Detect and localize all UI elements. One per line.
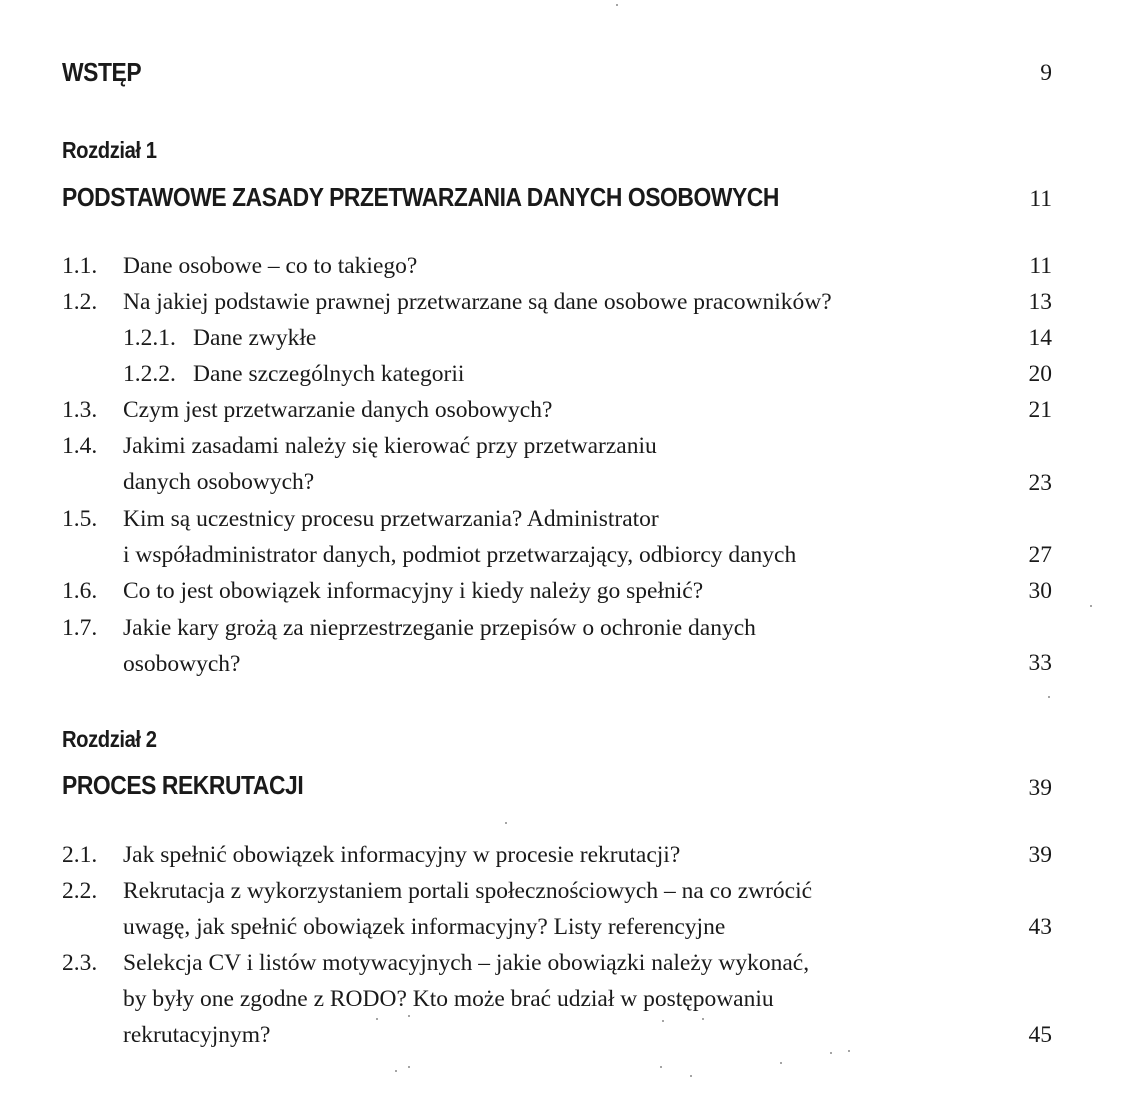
toc-entry-title: Rekrutacja z wykorzystaniem portali społecznościowych – na co zwrócić [123, 878, 813, 904]
toc-entry-page: 13 [1028, 289, 1052, 315]
intro-title: WSTĘP [62, 57, 142, 87]
toc-entry-number: 1.1. [62, 253, 98, 279]
toc-entry-number: 2.2. [62, 878, 98, 904]
toc-subentry-title: Dane zwykłe [193, 325, 317, 351]
toc-entry-number: 1.6. [62, 578, 98, 604]
toc-entry-page: 27 [1028, 542, 1052, 568]
toc-entry-title: Jakimi zasadami należy się kierować przy przetwarzaniu [123, 433, 657, 459]
scan-speck [690, 1075, 692, 1077]
toc-entry-number: 1.3. [62, 397, 98, 423]
scan-speck [830, 1052, 832, 1054]
scan-speck [1048, 696, 1050, 698]
toc-entry-page: 33 [1028, 650, 1052, 676]
toc-entry-page: 11 [1029, 253, 1052, 279]
scan-speck [408, 1015, 410, 1017]
toc-entry-page: 43 [1028, 914, 1052, 940]
toc-entry-number: 2.1. [62, 842, 98, 868]
scan-speck [376, 1018, 378, 1020]
toc-entry-title-continued: uwagę, jak spełnić obowiązek informacyjny? Listy referencyjne [123, 914, 726, 940]
scan-speck [1090, 605, 1092, 607]
toc-entry-number: 1.4. [62, 433, 98, 459]
toc-entry-title: Co to jest obowiązek informacyjny i kiedy należy go spełnić? [123, 578, 704, 604]
scan-speck [780, 1062, 782, 1064]
toc-entry-title: Na jakiej podstawie prawnej przetwarzane są dane osobowe pracowników? [123, 289, 832, 315]
toc-entry-number: 2.3. [62, 950, 98, 976]
scan-speck [395, 1070, 397, 1072]
chapter1-label: Rozdział 1 [62, 137, 157, 163]
toc-entry-number: 1.2. [62, 289, 98, 315]
chapter2-page: 39 [1028, 775, 1052, 801]
chapter2-label: Rozdział 2 [62, 726, 157, 752]
toc-entry-page: 20 [1028, 361, 1052, 387]
intro-page: 9 [1040, 60, 1052, 86]
toc-entry-title: Czym jest przetwarzanie danych osobowych? [123, 397, 553, 423]
toc-entry-title: Dane osobowe – co to takiego? [123, 253, 418, 279]
scan-speck [616, 4, 618, 6]
toc-entry-number: 1.7. [62, 615, 98, 641]
toc-entry-title-continued: osobowych? [123, 651, 241, 677]
toc-entry-title-continued: by były one zgodne z RODO? Kto może brać udział w postępowaniu [123, 986, 774, 1012]
scan-speck [408, 1066, 410, 1068]
scan-speck [662, 1020, 664, 1022]
toc-entry-page: 45 [1028, 1022, 1052, 1048]
toc-entry-title: Kim są uczestnicy procesu przetwarzania? Administrator [123, 506, 659, 532]
toc-entry-title: Jakie kary grożą za nieprzestrzeganie przepisów o ochronie danych [123, 615, 756, 641]
scan-speck [660, 1066, 662, 1068]
chapter2-title: PROCES REKRUTACJI [62, 770, 304, 800]
toc-subentry-number: 1.2.1. [123, 325, 176, 351]
chapter1-title: PODSTAWOWE ZASADY PRZETWARZANIA DANYCH OSOBOWYCH [62, 182, 779, 212]
scan-speck [505, 822, 507, 824]
toc-entry-title-continued: i współadministrator danych, podmiot przetwarzający, odbiorcy danych [123, 542, 797, 568]
toc-entry-number: 1.5. [62, 506, 98, 532]
toc-entry-title: Selekcja CV i listów motywacyjnych – jakie obowiązki należy wykonać, [123, 950, 810, 976]
scan-speck [848, 1050, 850, 1052]
toc-entry-page: 30 [1028, 578, 1052, 604]
toc-entry-page: 23 [1028, 470, 1052, 496]
chapter1-page: 11 [1029, 186, 1052, 212]
toc-subentry-number: 1.2.2. [123, 361, 176, 387]
toc-subentry-title: Dane szczególnych kategorii [193, 361, 465, 387]
toc-entry-page: 39 [1028, 842, 1052, 868]
toc-entry-title: Jak spełnić obowiązek informacyjny w procesie rekrutacji? [123, 842, 681, 868]
scan-speck [702, 1018, 704, 1020]
toc-entry-title-continued: danych osobowych? [123, 469, 315, 495]
toc-entry-title-continued: rekrutacyjnym? [123, 1022, 271, 1048]
toc-entry-page: 14 [1028, 325, 1052, 351]
toc-entry-page: 21 [1028, 397, 1052, 423]
